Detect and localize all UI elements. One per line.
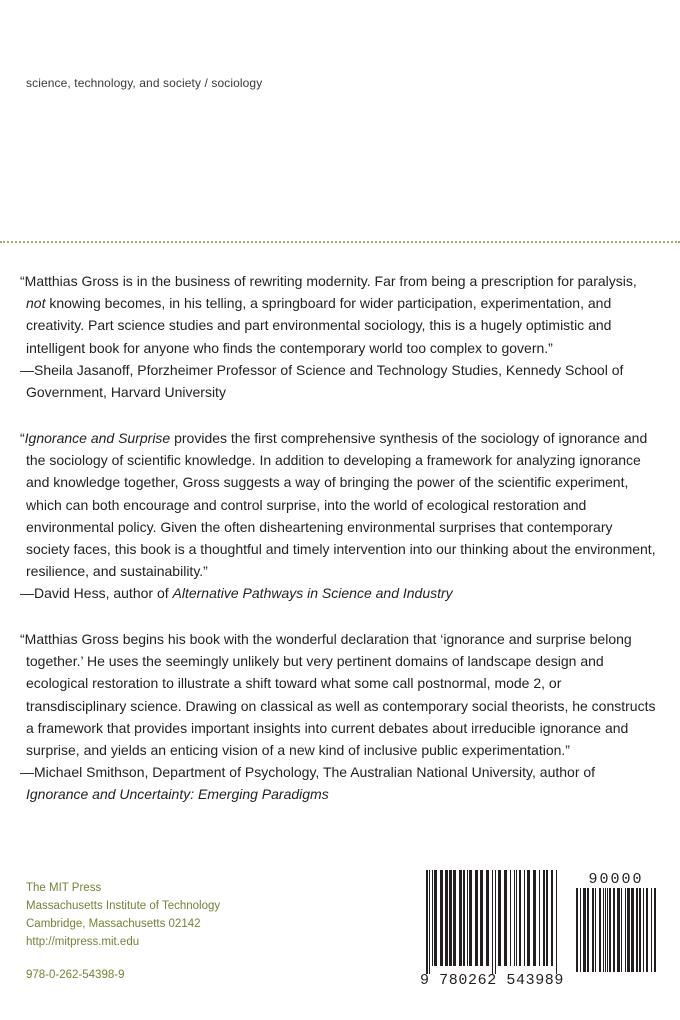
barcode-bar [495,870,496,974]
blurb-hess [20,427,656,605]
barcode-bar [643,888,644,972]
blurb-quote [20,427,656,582]
barcode-bar [587,888,589,972]
attribution-text: —Michael Smithson, Department of Psychology, The Australian National University, author of [20,764,596,781]
quote-text: “Matthias Gross is in the business of rewriting modernity. Far from being a prescription for paralysis, [20,273,637,289]
barcode-bar [651,888,652,972]
barcode-bar [480,870,483,966]
barcode-bar [631,888,634,972]
barcode-bar [429,870,430,974]
barcode-bar [445,870,448,966]
barcode-bar [592,888,594,972]
barcode-bar [613,888,615,972]
attribution-book-title: Ignorance and Uncertainty: Emerging Paradigms [26,786,329,803]
barcode-bar [605,888,606,972]
blurb-quote [20,270,656,359]
quote-book-title: Ignorance and Surprise [24,430,171,446]
attribution-text: —David Hess, author of [20,585,173,602]
barcode-bar [486,870,489,966]
barcode-bars-main [426,870,557,974]
publisher-name: The MIT Press [26,882,102,894]
attribution-book-title: Alternative Pathways in Science and Industry [172,585,453,602]
barcode-bar [580,888,581,972]
barcode-bar [546,870,548,966]
barcode-bar [434,870,437,966]
barcode-digits: 9 780262 543989 [419,972,565,988]
barcode-bar [639,888,641,972]
barcode-bar [524,870,525,966]
barcode-bar [621,888,622,972]
barcode-bar [599,888,601,972]
barcode-bar [498,870,501,966]
barcode-bar [440,870,443,966]
barcode-addon-digits: 90000 [588,871,644,888]
barcode-bar [527,870,530,966]
isbn-number: 978-0-262-54398-9 [26,969,125,981]
barcode-bar [603,888,604,972]
barcode-bar [469,870,472,966]
blurb-attribution [20,582,656,604]
barcode-bar [459,870,462,966]
blurb-attribution [20,761,656,805]
dotted-divider [0,241,680,243]
barcode-bar [539,870,540,966]
barcode-bar [432,870,433,966]
blurb-attribution: —Sheila Jasanoff, Pforzheimer Professor of Science and Technology Studies, Kennedy School of Government, Harvard University [20,361,624,401]
blurb-quote: “Matthias Gross begins his book with the wonderful declaration that ‘ignorance and surprise belong together.’ He uses the seemingly unlikely but very pertinent domains of landscape design and ecological restoration to illustrate a shift toward what some call postnormal, mode 2, or transdisciplinary science. Drawing on classical as well as contemporary social theorists, he constructs a framework that provides important insights into current debates about irreducible ignorance and surprise, and yields an enticing vision of a new kind of inclusive public experimentation.” [20,631,656,759]
barcode-bar [516,870,517,966]
publisher-block [26,879,220,951]
barcode-bar [627,888,630,972]
barcode-bar [595,888,596,972]
barcode-bar [492,870,493,974]
barcode-bar [449,870,452,966]
subject-category: science, technology, and society / sociology [26,76,263,90]
quote-text: knowing becomes, in his telling, a springboard for wider participation, experimentation, and creativity. Part science studies and part environmental sociology, this is a hugely optimistic and intelligent book for anyone who finds the contemporary world too complex to govern.” [26,295,612,356]
barcode-bar [463,870,465,966]
barcode-bar [514,870,515,966]
publisher-url: http://mitpress.mit.edu [26,936,140,948]
barcode-bar [609,888,611,972]
barcode-bar [636,888,638,972]
quote-text: provides the first comprehensive synthesis of the sociology of ignorance and the sociology of scientific knowledge. In addition to developing a framework for analyzing ignorance and knowledge together, Gross suggests a way of bringing the power of the scientific experiment, which can both encourage and control surprise, into the world of ecological restoration and environmental policy. Given the often disheartening environmental surprises that contemporary society faces, this book is a thoughtful and timely intervention into our thinking about the environment, resilience, and sustainability.” [26,430,656,580]
publisher-address: Cambridge, Massachusetts 02142 [26,918,201,930]
barcode-bar [617,888,620,972]
barcode-bar [556,870,557,974]
barcode-bar [625,888,626,972]
barcode-bar [543,870,545,966]
barcode-bar [453,870,456,966]
barcode-bars-addon [576,888,656,972]
quote-emphasis: not [26,295,46,312]
barcode-bar [504,870,507,966]
barcode-graphic [412,868,658,988]
barcode-bar [467,870,468,966]
barcode-bar [475,870,478,966]
blurb-jasanoff [20,270,656,403]
barcode-bar [510,870,511,966]
barcode-bar [551,870,553,966]
barcode-bar [583,888,586,972]
blurb-smithson [20,628,656,806]
quote-text: “ [20,430,25,446]
barcode-bar [519,870,521,966]
publisher-institution: Massachusetts Institute of Technology [26,900,221,912]
barcode-bar [646,888,648,972]
barcode [412,868,658,988]
barcode-bar [607,888,608,972]
barcode-bar [533,870,536,966]
barcode-bar [654,888,656,972]
barcode-bar [576,888,578,972]
barcode-bar [426,870,428,974]
